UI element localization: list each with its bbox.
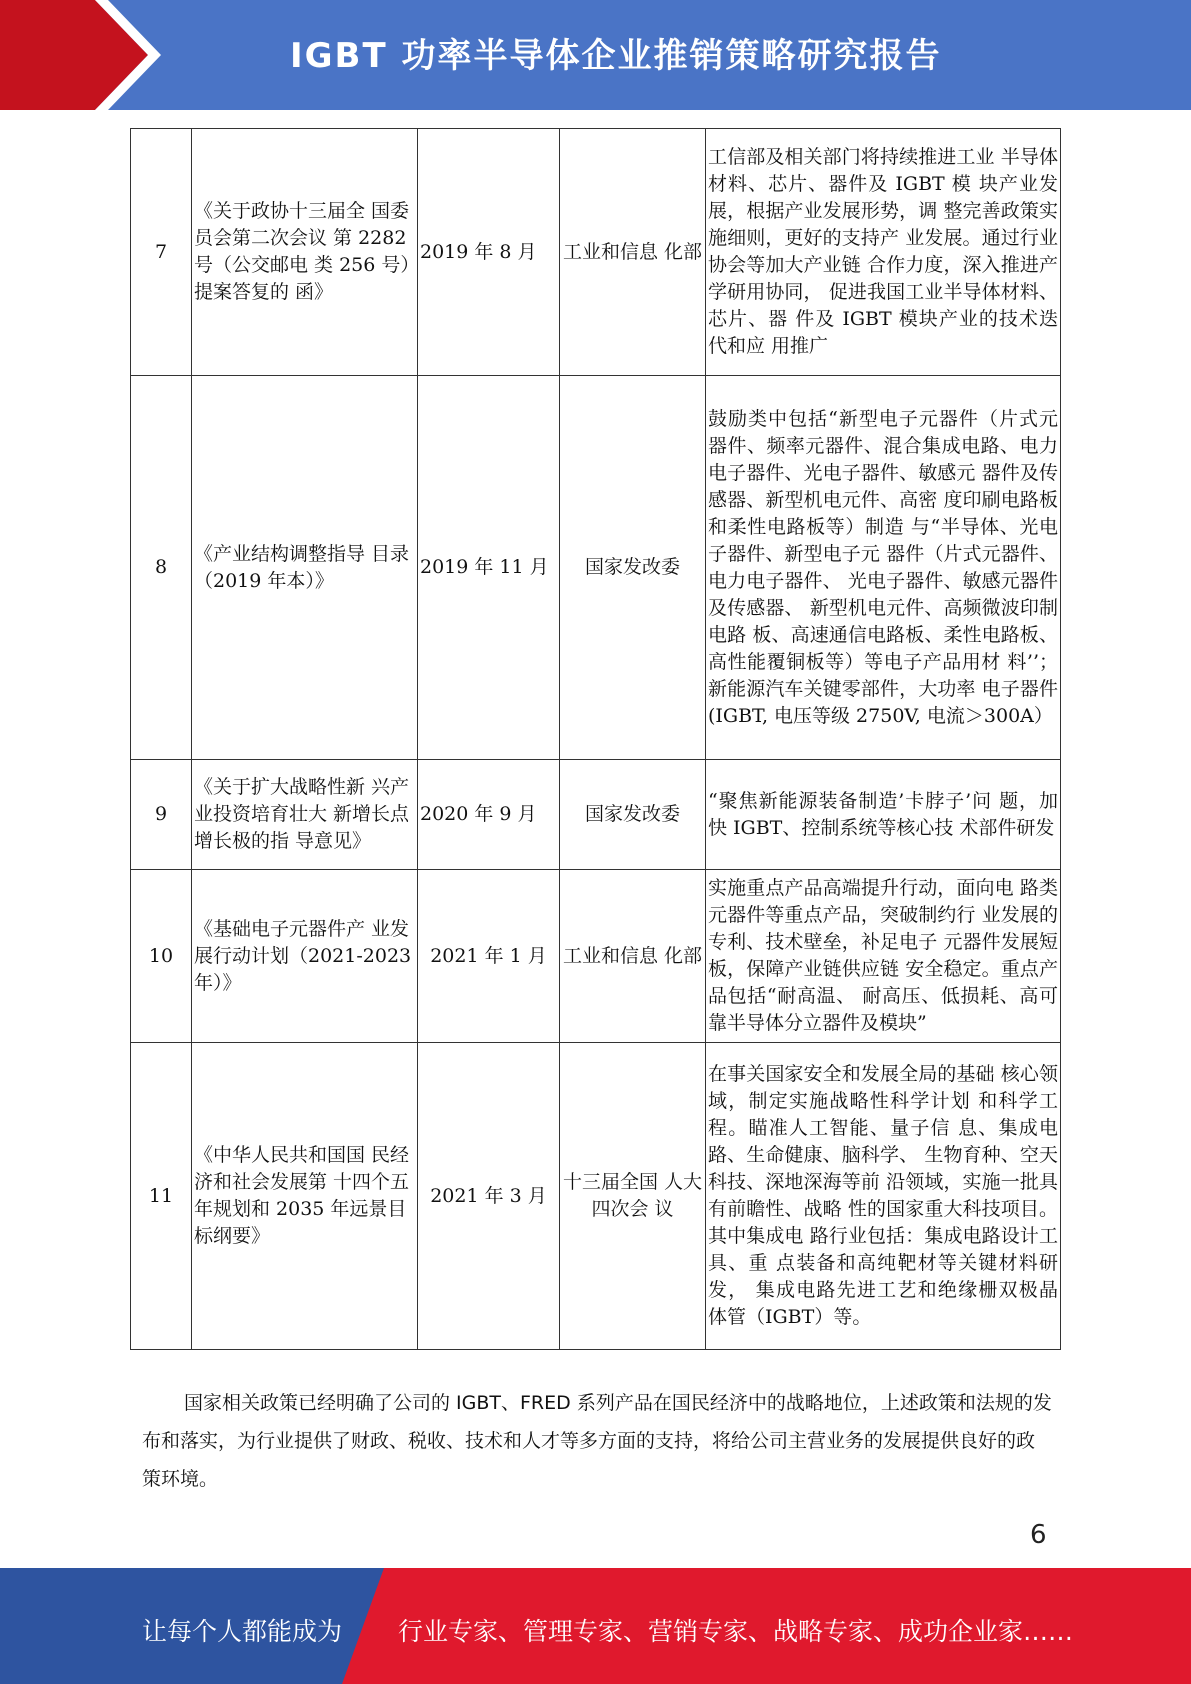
policy-name: 《中华人民共和国国 民经济和社会发展第 十四个五年规划和 2035 年远景目标纲要》 bbox=[192, 1043, 418, 1350]
policy-name: 《关于扩大战略性新 兴产业投资培育壮大 新增长点增长极的指 导意见》 bbox=[192, 760, 418, 870]
policy-department: 十三届全国 人大四次会 议 bbox=[560, 1043, 706, 1350]
table-row bbox=[131, 870, 1061, 1043]
policy-content: 工信部及相关部门将持续推进工业 半导体材料、芯片、器件及 IGBT 模 块产业发展，根据产业发展形势，调 整完善政策实施细则，更好的支持产 业发展。通过行业协会等加大产业链 合作力度，深入推进产学研用协同， 促进我国工业半导体材料、芯片、器 件及 IGBT 模块产业的技术迭代和应 用推广 bbox=[706, 129, 1061, 376]
policy-content: 实施重点产品高端提升行动，面向电 路类元器件等重点产品，突破制约行 业发展的专利、技术壁垒，补足电子 元器件发展短板，保障产业链供应链 安全稳定。重点产品包括“耐高温、 耐高压、低损耗、高可靠半导体分立器件及模块” bbox=[706, 870, 1061, 1043]
policy-name: 《基础电子元器件产 业发展行动计划（2021-2023 年）》 bbox=[192, 870, 418, 1043]
policy-date: 2020 年 9 月 bbox=[418, 760, 560, 870]
report-title: IGBT 功率半导体企业推销策略研究报告 bbox=[290, 36, 942, 76]
page-header bbox=[0, 0, 1191, 110]
policy-date: 2019 年 8 月 bbox=[418, 129, 560, 376]
table-row bbox=[131, 1043, 1061, 1350]
table-row bbox=[131, 129, 1061, 376]
policy-date: 2021 年 3 月 bbox=[418, 1043, 560, 1350]
policy-department: 工业和信息 化部 bbox=[560, 129, 706, 376]
body-paragraph: 国家相关政策已经明确了公司的 IGBT、FRED 系列产品在国民经济中的战略地位，上述政策和法规的发布和落实，为行业提供了财政、税收、技术和人才等多方面的支持，将给公司主营业务的发展提供良好的政策环境。 bbox=[142, 1392, 1052, 1490]
table-row bbox=[131, 376, 1061, 760]
policy-content: 在事关国家安全和发展全局的基础 核心领域，制定实施战略性科学计划 和科学工程。瞄准人工智能、量子信 息、集成电路、生命健康、脑科学、 生物育种、空天科技、深地深海等前 沿领域，实施一批具有前瞻性、战略 性的国家重大科技项目。其中集成电 路行业包括：集成电路设计工具、重 点装备和高纯靶材等关键材料研发， 集成电路先进工艺和绝缘栅双极晶 体管（IGBT）等。 bbox=[706, 1043, 1061, 1350]
row-number: 8 bbox=[131, 376, 192, 760]
footer-slogan-left: 让每个人都能成为 bbox=[142, 1617, 343, 1646]
footer-slogan-right: 行业专家、管理专家、营销专家、战略专家、成功企业家…… bbox=[398, 1617, 1074, 1646]
page-number: 6 bbox=[1030, 1520, 1047, 1550]
policy-department: 工业和信息 化部 bbox=[560, 870, 706, 1043]
policy-date: 2019 年 11 月 bbox=[418, 376, 560, 760]
table-row bbox=[131, 760, 1061, 870]
row-number: 11 bbox=[131, 1043, 192, 1350]
row-number: 9 bbox=[131, 760, 192, 870]
policy-name: 《关于政协十三届全 国委员会第二次会议 第 2282 号（公交邮电 类 256 号）提案答复的 函》 bbox=[192, 129, 418, 376]
policy-date: 2021 年 1 月 bbox=[418, 870, 560, 1043]
page-footer bbox=[0, 1568, 1191, 1684]
policy-name: 《产业结构调整指导 目录（2019 年本）》 bbox=[192, 376, 418, 760]
policy-content: “聚焦新能源装备制造’卡脖子’问 题，加快 IGBT、控制系统等核心技 术部件研发 bbox=[706, 760, 1061, 870]
policy-table bbox=[130, 128, 1061, 1350]
policy-department: 国家发改委 bbox=[560, 376, 706, 760]
policy-content: 鼓励类中包括“新型电子元器件（片式元器件、频率元器件、混合集成电路、电力电子器件、光电子器件、敏感元 器件及传感器、新型机电元件、高密 度印刷电路板和柔性电路板等）制造 与“半导体、光电子器件、新型电子元 器件（片式元器件、电力电子器件、 光电子器件、敏感元器件及传感器、 新型机电元件、高频微波印制电路 板、高速通信电路板、柔性电路板、 高性能覆铜板等）等电子产品用材 料’’；新能源汽车关键零部件，大功率 电子器件(IGBT, 电压等级 2750V, 电流＞300A） bbox=[706, 376, 1061, 760]
row-number: 7 bbox=[131, 129, 192, 376]
policy-department: 国家发改委 bbox=[560, 760, 706, 870]
row-number: 10 bbox=[131, 870, 192, 1043]
